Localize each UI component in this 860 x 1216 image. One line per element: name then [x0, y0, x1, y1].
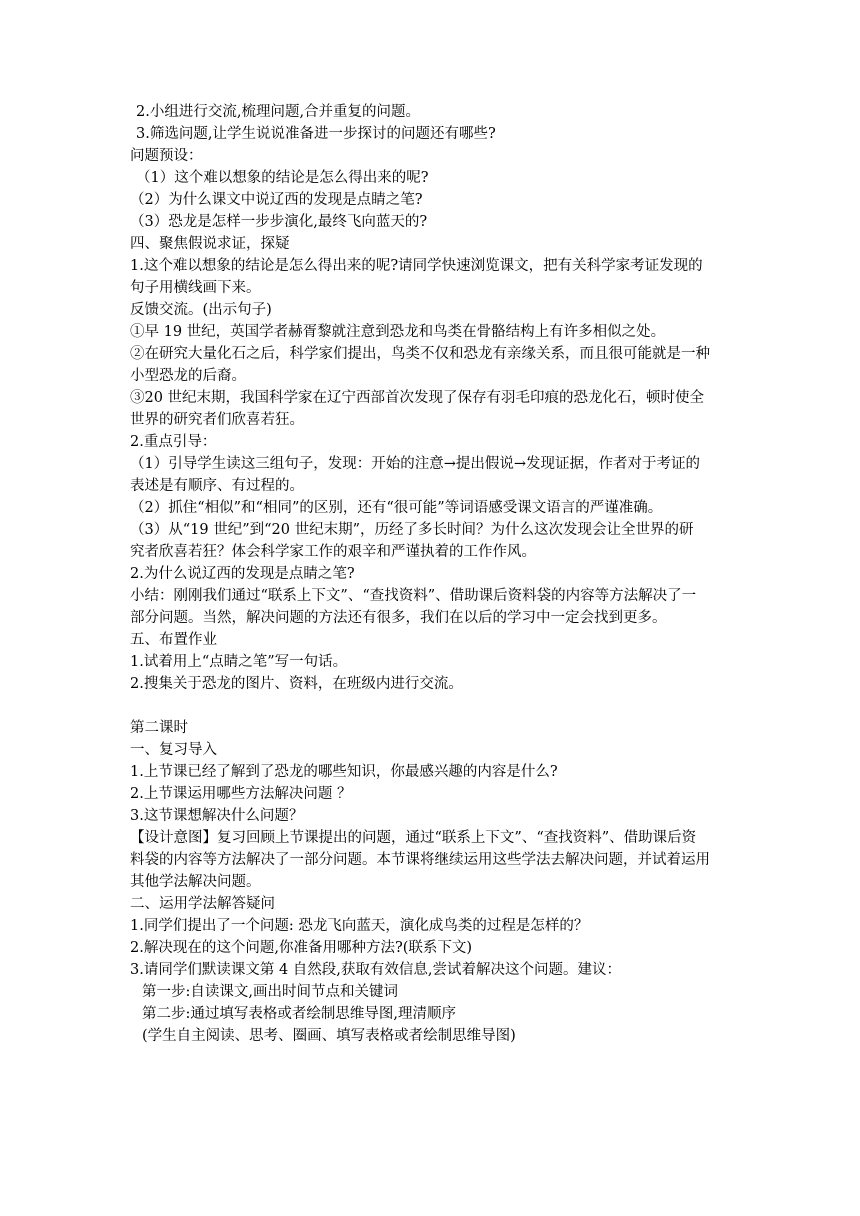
text-line: ③20 世纪末期，我国科学家在辽宁西部首次发现了保存有羽毛印痕的恐龙化石，顿时使全: [130, 390, 705, 406]
text-line: 2.搜集关于恐龙的图片、资料，在班级内进行交流。: [130, 676, 463, 692]
text-line: 3.请同学们默读课文第 4 自然段,获取有效信息,尝试着解决这个问题。建议：: [130, 962, 621, 978]
text-line: （1）引导学生读这三组句子，发现：开始的注意→提出假说→发现证据，作者对于考证的: [130, 456, 701, 472]
text-line: 2.上节课运用哪些方法解决问题 ？: [130, 786, 352, 802]
text-line: 1.试着用上“点睛之笔”写一句话。: [130, 654, 348, 670]
text-line: 世界的研究者们欣喜若狂。: [130, 412, 304, 428]
text-line: ①早 19 世纪，英国学者赫胥黎就注意到恐龙和鸟类在骨骼结构上有许多相似之处。: [130, 324, 666, 340]
text-line: 2.为什么说辽西的发现是点睛之笔?: [130, 566, 355, 582]
text-line: 究者欣喜若狂？体会科学家工作的艰辛和严谨执着的工作作风。: [130, 544, 536, 560]
text-line: 表述是有顺序、有过程的。: [130, 478, 304, 494]
text-line: （2）抓住“相似”和“相同”的区别，还有“很可能”等词语感受课文语言的严谨准确。: [130, 500, 663, 516]
section-heading: 二、运用学法解答疑问: [130, 896, 275, 912]
text-line: 小结：刚刚我们通过“联系上下文”、“查找资料”、借助课后资料袋的内容等方法解决了一: [130, 588, 697, 604]
text-line: 其他学法解决问题。: [130, 874, 261, 890]
text-line: 第一步:自读课文,画出时间节点和关键词: [142, 984, 398, 1000]
text-line: ②在研究大量化石之后，科学家们提出，鸟类不仅和恐龙有亲缘关系，而且很可能就是一种: [130, 346, 710, 362]
section-heading: 一、复习导入: [130, 742, 217, 758]
text-line: 【设计意图】复习回顾上节课提出的问题，通过“联系上下文”、“查找资料”、借助课后资: [130, 830, 697, 846]
text-line: 3.筛选问题,让学生说说准备进一步探讨的问题还有哪些?: [136, 126, 496, 142]
text-line: 1.这个难以想象的结论是怎么得出来的呢?请同学快速浏览课文，把有关科学家考证发现的: [130, 258, 703, 274]
section-heading: 四、聚焦假说求证，探疑: [130, 236, 290, 252]
text-line: 1.同学们提出了一个问题: 恐龙飞向蓝天，演化成鸟类的过程是怎样的？: [130, 918, 589, 934]
text-line: 问题预设：: [130, 148, 203, 164]
text-line: 小型恐龙的后裔。: [130, 368, 246, 384]
lesson-heading: 第二课时: [130, 720, 188, 736]
section-heading: 五、布置作业: [130, 632, 217, 648]
text-line: 2.小组进行交流,梳理问题,合并重复的问题。: [136, 104, 421, 120]
blank-line: [130, 695, 730, 717]
text-line: (学生自主阅读、思考、圈画、填写表格或者绘制思维导图): [142, 1028, 516, 1044]
text-line: 2.解决现在的这个问题,你准备用哪种方法?(联系下文): [130, 940, 473, 956]
text-line: 2.重点引导：: [130, 434, 217, 450]
text-line: 第二步:通过填写表格或者绘制思维导图,理清顺序: [142, 1006, 456, 1022]
text-line: 反馈交流。(出示句子): [130, 302, 272, 318]
document-body: [130, 101, 730, 1047]
text-line: 1.上节课已经了解到了恐龙的哪些知识，你最感兴趣的内容是什么?: [130, 764, 558, 780]
text-line: （3）恐龙是怎样一步步演化,最终飞向蓝天的?: [130, 214, 428, 230]
text-line: 3.这节课想解决什么问题？: [130, 808, 304, 824]
text-line: （2）为什么课文中说辽西的发现是点睛之笔?: [130, 192, 423, 208]
text-line: （3）从“19 世纪”到“20 世纪末期”，历经了多长时间？为什么这次发现会让全世界的研: [130, 522, 694, 538]
text-line: 句子用横线画下来。: [130, 280, 261, 296]
text-line: 部分问题。当然，解决问题的方法还有很多，我们在以后的学习中一定会找到更多。: [130, 610, 667, 626]
text-line: 料袋的内容等方法解决了一部分问题。本节课将继续运用这些学法去解决问题，并试着运用: [130, 852, 710, 868]
text-line: （1）这个难以想象的结论是怎么得出来的呢?: [136, 170, 429, 186]
